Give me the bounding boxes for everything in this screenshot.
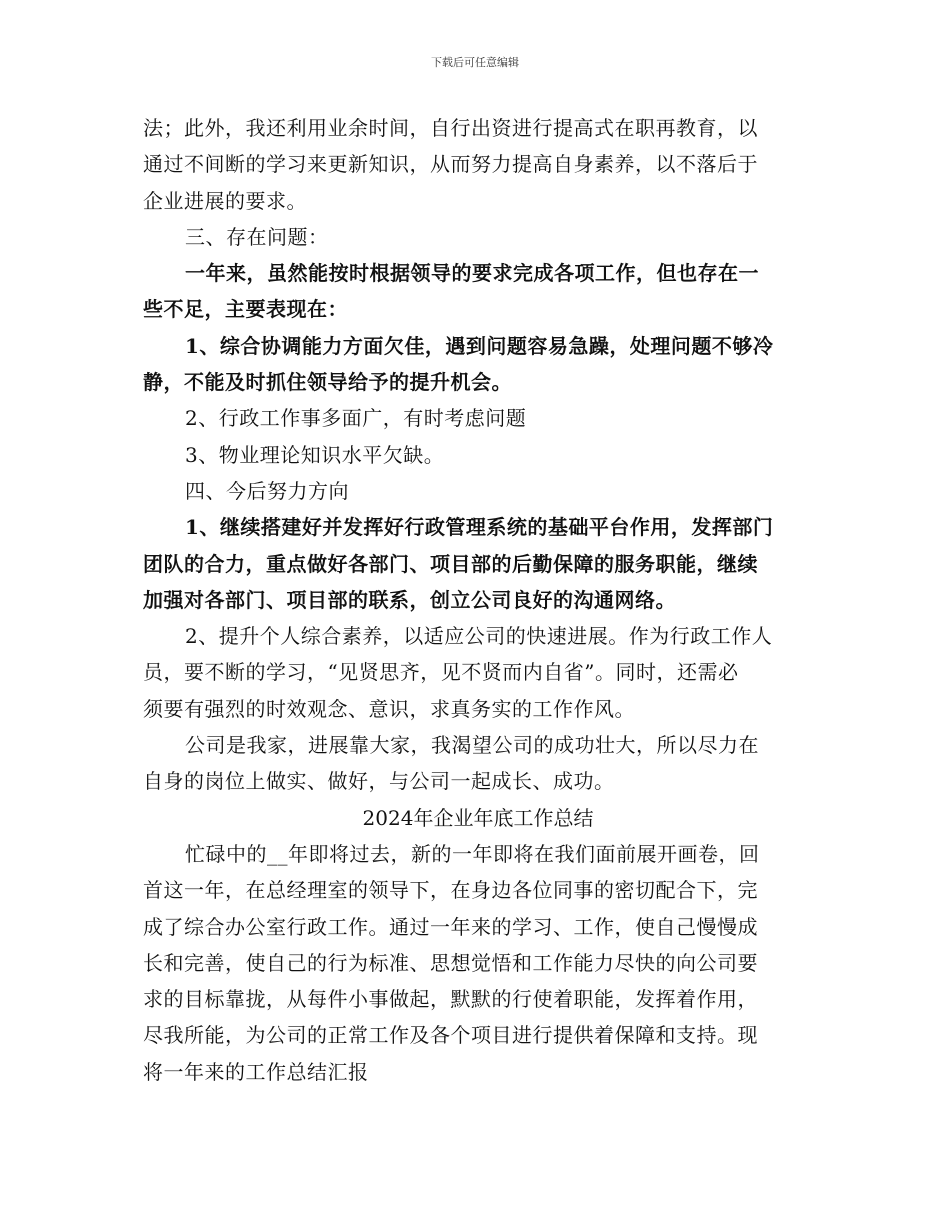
document-title: 2024年企业年底工作总结 (362, 805, 594, 830)
document-body (143, 110, 813, 1090)
text-line: 公司是我家，进展靠大家，我渴望公司的成功壮大，所以尽力在 (185, 733, 759, 758)
text-line: 2、行政工作事多面广，有时考虑问题 (185, 406, 527, 431)
text-line: 一年来，虽然能按时根据领导的要求完成各项工作，但也存在一 (185, 261, 759, 286)
text-line: 求的目标靠拢，从每件小事做起，默默的行使着职能，发挥着作用， (143, 987, 758, 1012)
text-line: 加强对各部门、项目部的联系，创立公司良好的沟通网络。 (143, 587, 676, 612)
text-line: 三、存在问题： (185, 224, 329, 249)
text-line: 1、综合协调能力方面欠佳，遇到问题容易急躁，处理问题不够冷 (185, 333, 774, 358)
text-line: 企业进展的要求。 (143, 188, 307, 213)
text-line: 2、提升个人综合素养，以适应公司的快速进展。作为行政工作人 (185, 624, 773, 649)
text-line: 些不足，主要表现在： (143, 297, 348, 322)
text-line: 通过不间断的学习来更新知识，从而努力提高自身素养，以不落后于 (143, 152, 758, 177)
text-line: 1、继续搭建好并发挥好行政管理系统的基础平台作用，发挥部门 (185, 515, 774, 540)
text-line: 首这一年，在总经理室的领导下，在身边各位同事的密切配合下，完 (143, 878, 758, 903)
section-part-one (143, 110, 813, 800)
section-part-two (143, 836, 813, 1090)
text-line: 将一年来的工作总结汇报 (143, 1059, 369, 1084)
text-line: 3、物业理论知识水平欠缺。 (185, 442, 445, 467)
page-header: 下载后可任意编辑 (431, 56, 519, 69)
text-line: 团队的合力，重点做好各部门、项目部的后勤保障的服务职能，继续 (143, 551, 758, 576)
text-line: 四、今后努力方向 (185, 478, 349, 503)
text-line: 长和完善，使自己的行为标准、思想觉悟和工作能力尽快的向公司要 (143, 950, 758, 975)
text-line: 成了综合办公室行政工作。通过一年来的学习、工作，使自己慢慢成 (143, 914, 758, 939)
text-line: 尽我所能，为公司的正常工作及各个项目进行提供着保障和支持。现 (143, 1023, 758, 1048)
text-line: 自身的岗位上做实、做好，与公司一起成长、成功。 (143, 769, 615, 794)
text-line: 员，要不断的学习，“见贤思齐，见不贤而内自省”。同时，还需必 (143, 660, 739, 685)
text-line: 静，不能及时抓住领导给予的提升机会。 (143, 370, 512, 395)
text-line: 须要有强烈的时效观念、意识，求真务实的工作作风。 (143, 696, 635, 721)
text-line: 法；此外，我还利用业余时间，自行出资进行提高式在职再教育，以 (143, 116, 758, 140)
text-line: 忙碌中的__年即将过去，新的一年即将在我们面前展开画卷，回 (185, 841, 760, 866)
